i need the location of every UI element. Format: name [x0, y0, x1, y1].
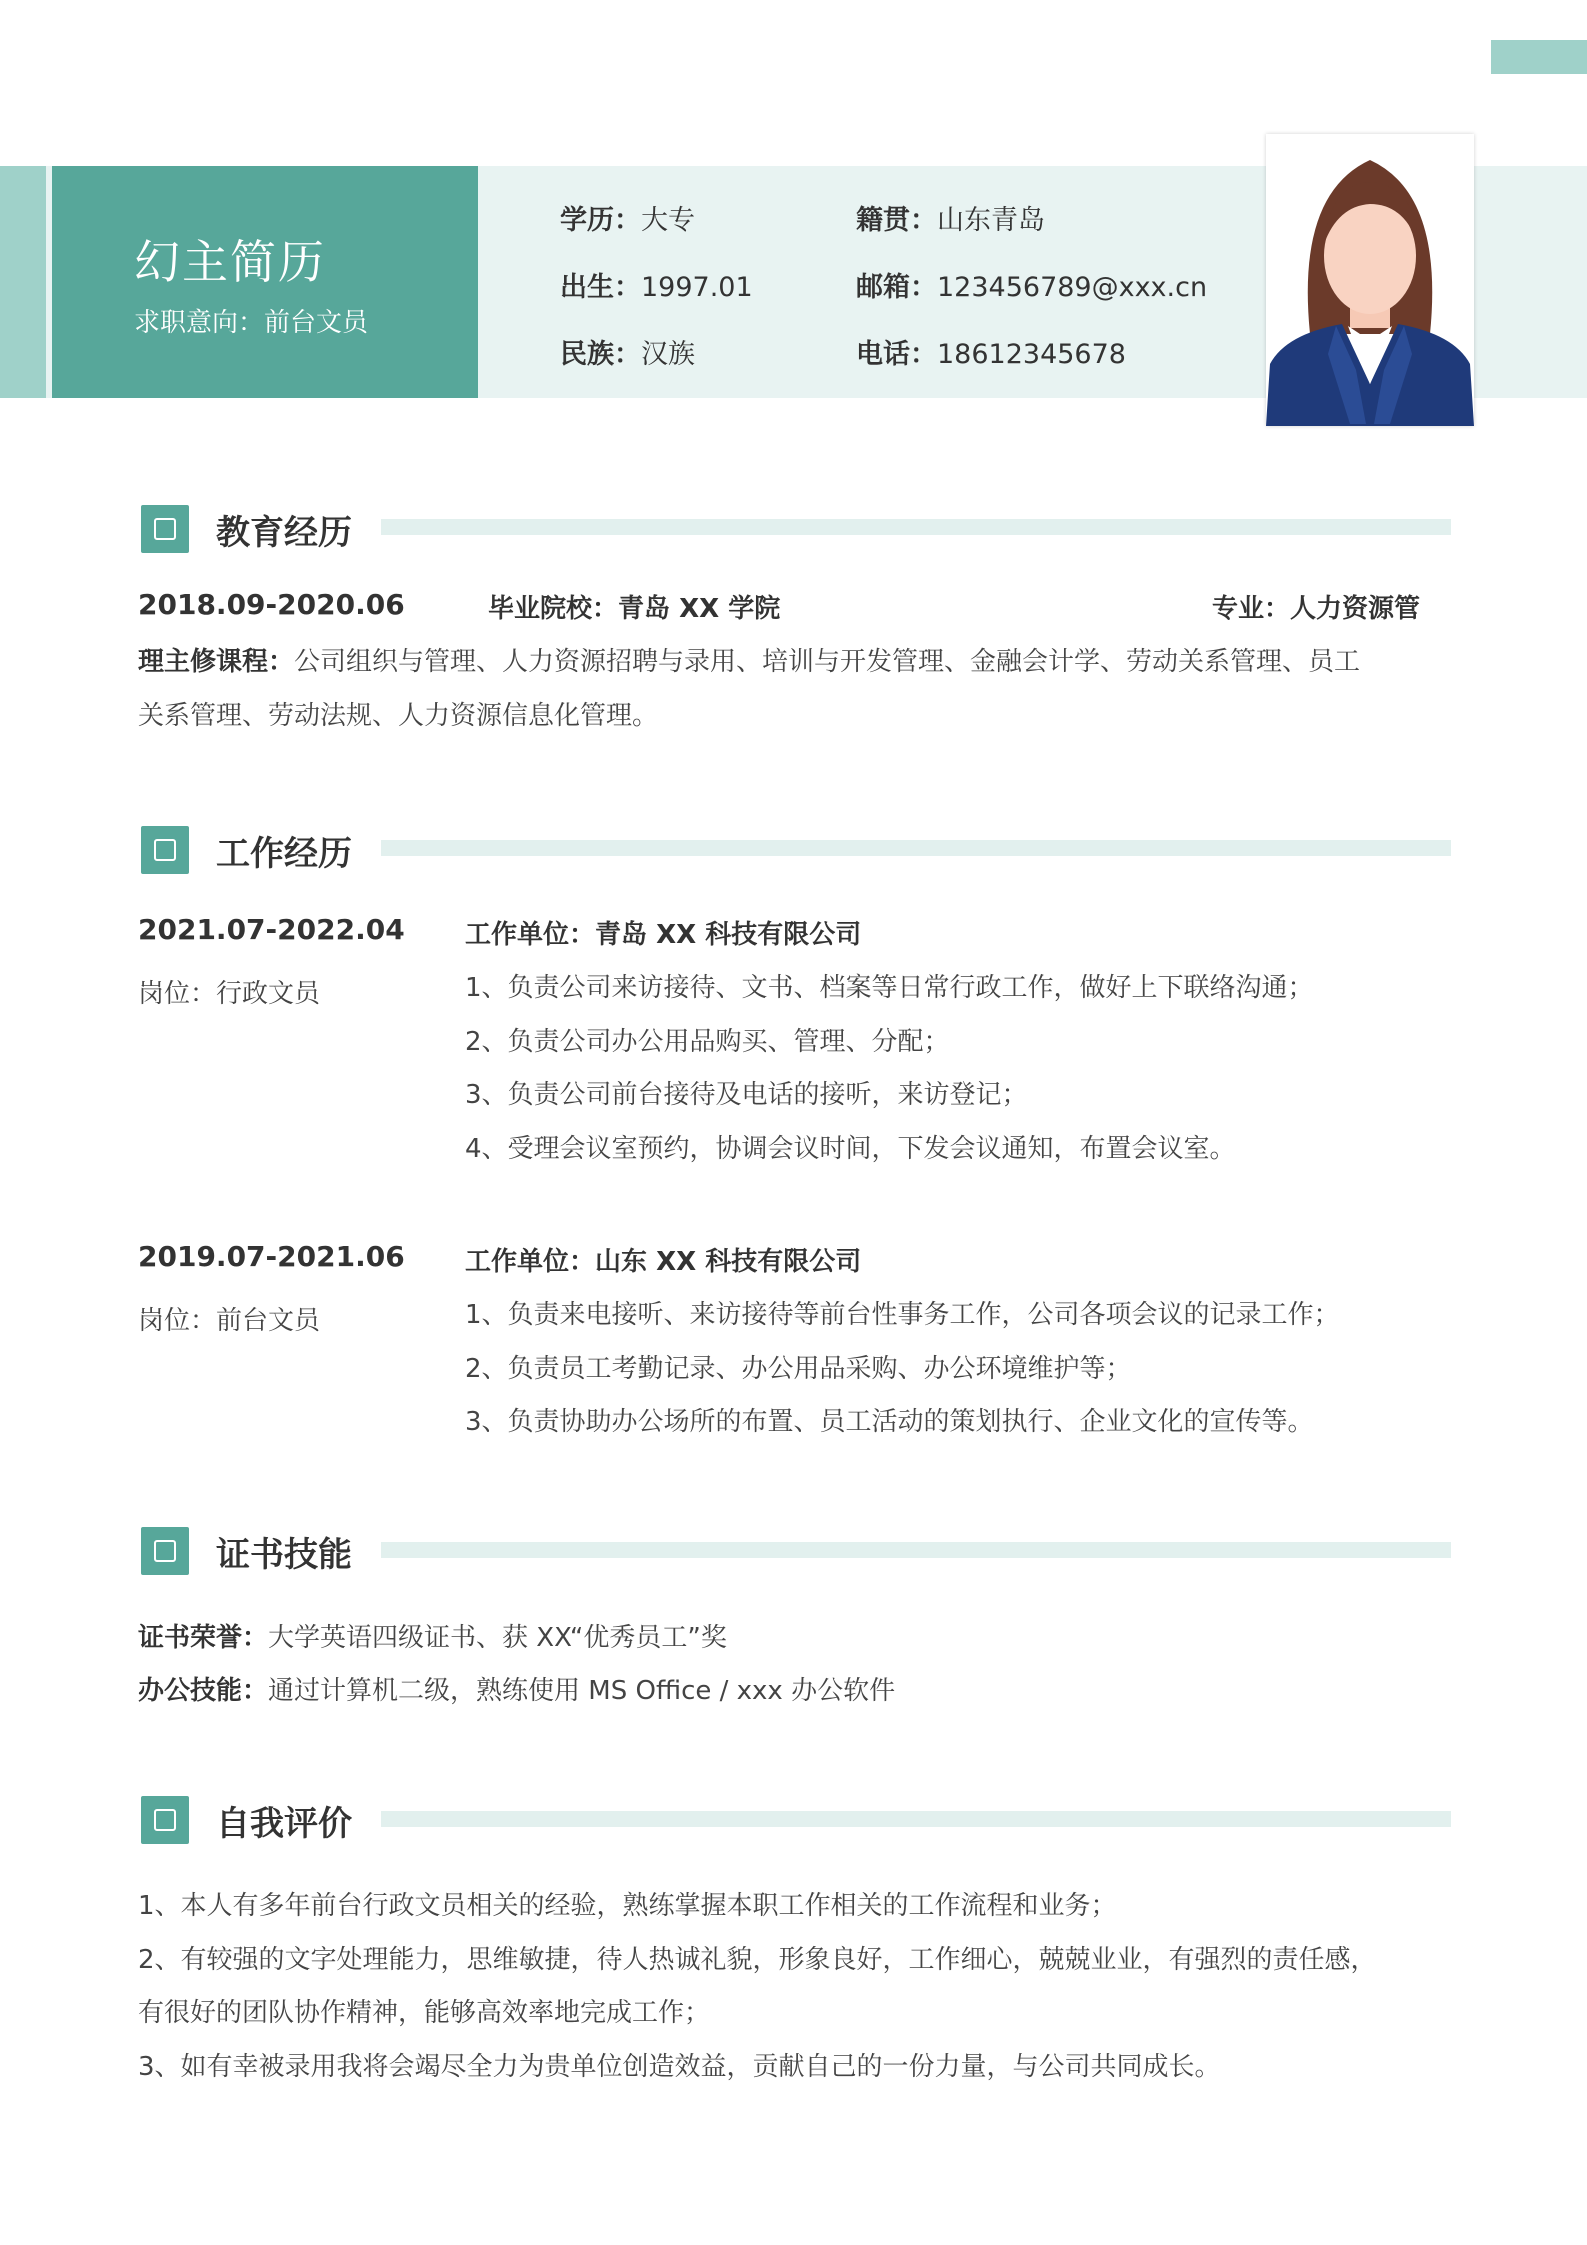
- education-school: 毕业院校：青岛 XX 学院: [488, 594, 781, 624]
- info-ethnicity: 民族：汉族: [560, 339, 695, 370]
- work-title: 工作经历: [216, 834, 352, 874]
- self-line: 3、如有幸被录用我将会竭尽全力为贵单位创造效益，贡献自己的一份力量，与公司共同成长。: [138, 2052, 1221, 2082]
- education-section-icon: [141, 505, 189, 553]
- work-section-icon: [141, 826, 189, 874]
- info-phone: 电话：18612345678: [856, 339, 1126, 370]
- education-major: 专业：人力资源管: [1212, 594, 1421, 624]
- job-duty: 2、负责公司办公用品购买、管理、分配；: [465, 1027, 950, 1057]
- job-duty: 1、负责公司来访接待、文书、档案等日常行政工作，做好上下联络沟通；: [465, 973, 1314, 1003]
- education-period: 2018.09-2020.06: [138, 588, 405, 621]
- self-title: 自我评价: [216, 1804, 352, 1844]
- skills-divider: [381, 1542, 1451, 1558]
- self-line: 1、本人有多年前台行政文员相关的经验，熟练掌握本职工作相关的工作流程和业务；: [138, 1891, 1117, 1921]
- job-duty: 4、受理会议室预约，协调会议时间，下发会议通知，布置会议室。: [465, 1134, 1236, 1164]
- skills-cert: 证书荣誉：大学英语四级证书、获 XX“优秀员工”奖: [138, 1623, 727, 1653]
- header-stripe: [0, 166, 46, 398]
- education-courses-line1: 理主修课程：公司组织与管理、人力资源招聘与录用、培训与开发管理、金融会计学、劳动关系管理、员工: [138, 647, 1361, 677]
- skills-title: 证书技能: [216, 1535, 352, 1575]
- info-education: 学历：大专: [560, 205, 695, 236]
- job-period: 2019.07-2021.06: [138, 1240, 405, 1273]
- education-title: 教育经历: [216, 513, 352, 553]
- self-divider: [381, 1811, 1451, 1827]
- job-period: 2021.07-2022.04: [138, 913, 405, 946]
- job-duty: 3、负责协助办公场所的布置、员工活动的策划执行、企业文化的宣传等。: [465, 1407, 1314, 1437]
- job-position: 岗位：行政文员: [138, 979, 321, 1009]
- job-intent: 求职意向：前台文员: [134, 308, 369, 338]
- info-origin: 籍贯：山东青岛: [856, 205, 1045, 236]
- self-section-icon: [141, 1796, 189, 1844]
- info-birth: 出生：1997.01: [560, 272, 753, 303]
- job-duty: 3、负责公司前台接待及电话的接听，来访登记；: [465, 1080, 1028, 1110]
- job-position: 岗位：前台文员: [138, 1306, 321, 1336]
- avatar-photo: [1266, 134, 1474, 426]
- job-company: 工作单位：青岛 XX 科技有限公司: [465, 920, 862, 950]
- self-line: 2、有较强的文字处理能力，思维敏捷，待人热诚礼貌，形象良好，工作细心，兢兢业业，有强烈的责任感，: [138, 1945, 1377, 1975]
- job-duty: 2、负责员工考勤记录、办公用品采购、办公环境维护等；: [465, 1354, 1132, 1384]
- self-line: 有很好的团队协作精神，能够高效率地完成工作；: [138, 1998, 711, 2028]
- education-divider: [381, 519, 1451, 535]
- work-divider: [381, 840, 1451, 856]
- skills-office: 办公技能：通过计算机二级，熟练使用 MS Office / xxx 办公软件: [138, 1676, 896, 1706]
- resume-name: 幻主简历: [134, 235, 326, 289]
- education-courses-line2: 关系管理、劳动法规、人力资源信息化管理。: [138, 701, 659, 731]
- job-duty: 1、负责来电接听、来访接待等前台性事务工作，公司各项会议的记录工作；: [465, 1300, 1340, 1330]
- top-accent-bar: [1491, 40, 1587, 74]
- skills-section-icon: [141, 1527, 189, 1575]
- job-company: 工作单位：山东 XX 科技有限公司: [465, 1247, 862, 1277]
- info-email: 邮箱：123456789@xxx.cn: [856, 272, 1208, 303]
